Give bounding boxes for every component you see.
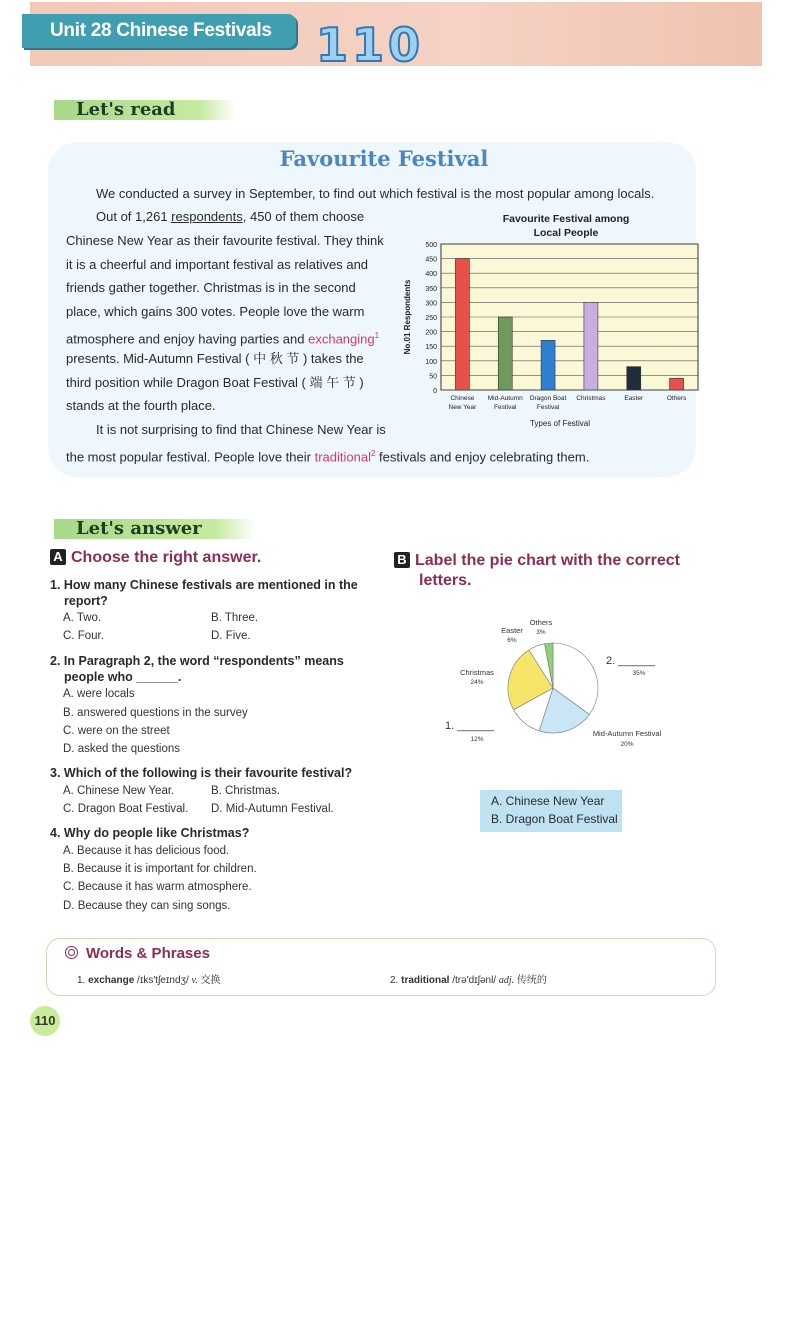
p3-text-a: the most popular festival. People love their — [66, 449, 315, 465]
x-tick-label: Chinese — [450, 395, 475, 402]
x-tick-label: Dragon Boat — [529, 395, 567, 402]
question-4: 4. Why do people like Christmas? — [50, 826, 250, 840]
q3-option-d[interactable]: D. Mid-Autumn Festival. — [211, 803, 334, 815]
chart-title-line-1: Favourite Festival among — [502, 213, 630, 225]
pie-label-blank-2: 2. ______ — [606, 655, 655, 667]
pie-pct-easter: 6% — [507, 637, 517, 644]
footnote-2: 2 — [370, 449, 376, 458]
paragraph-2-line-5: place, which gains 300 votes. People love the warm — [66, 304, 365, 319]
paragraph-2-line-7: presents. Mid-Autumn Festival ( 中 秋 节 ) takes the — [66, 351, 364, 366]
y-tick-label: 100 — [425, 358, 437, 366]
w1-pos: v. — [191, 975, 198, 986]
paragraph-2-line-9: stands at the fourth place. — [66, 398, 216, 413]
footer-page-number: 110 — [30, 1006, 60, 1036]
paragraph-2-line-8: third position while Dragon Boat Festival ( 端 午 节 ) — [66, 375, 364, 390]
paragraph-2-line-1 — [96, 205, 364, 229]
lets-answer-banner: Let's answer — [54, 519, 256, 539]
bar-dragon-boat-festival — [541, 340, 555, 390]
pie-label-christmas: Christmas — [460, 668, 494, 677]
bar-mid-autumn-festival — [498, 317, 512, 390]
p2-line6-text: atmosphere and enjoy having parties and — [66, 331, 309, 347]
q1-option-a[interactable]: A. Two. — [63, 612, 102, 624]
q2-option-d[interactable]: D. asked the questions — [63, 743, 180, 755]
question-1-text-2: report? — [64, 594, 108, 608]
pie-chart — [430, 612, 690, 760]
y-tick-label: 450 — [425, 256, 437, 264]
word-entry-2 — [390, 971, 547, 986]
y-tick-label: 350 — [425, 285, 437, 293]
y-tick-label: 150 — [425, 344, 437, 352]
question-2 — [50, 653, 380, 685]
x-axis-label: Types of Festival — [529, 419, 591, 428]
q4-option-c[interactable]: C. Because it has warm atmosphere. — [63, 881, 252, 893]
paragraph-3-line-1: It is not surprising to find that Chinese New Year is — [96, 422, 386, 437]
answer-options-box — [480, 790, 622, 832]
pie-pct-blank-2: 35% — [632, 670, 646, 677]
y-tick-label: 300 — [425, 300, 437, 308]
y-tick-label: 500 — [425, 242, 437, 249]
paragraph-2-line-4: friends gather together. Christmas is in the second — [66, 280, 356, 295]
bar-others — [670, 378, 684, 390]
unit-title: Unit 28 Chinese Festivals — [22, 14, 296, 48]
pie-label-blank-1: 1. ______ — [445, 720, 494, 732]
x-tick-label: New Year — [448, 404, 477, 411]
w1-num: 1. — [77, 975, 86, 986]
legend-item-b: B. Dragon Boat Festival — [491, 812, 618, 826]
words-phrases-box — [46, 938, 716, 996]
paragraph-3-line-2 — [66, 442, 589, 469]
q4-option-b[interactable]: B. Because it is important for children. — [63, 863, 257, 875]
words-phrases-heading — [65, 945, 210, 962]
pie-label-mid-autumn: Mid-Autumn Festival — [592, 729, 662, 738]
pie-pct-others: 3% — [536, 629, 546, 636]
double-circle-icon — [65, 946, 78, 959]
article-title: Favourite Festival — [279, 146, 489, 171]
x-tick-label: Mid-Autumn — [487, 395, 523, 402]
w2-word: traditional — [401, 975, 450, 986]
q2-option-c[interactable]: C. were on the street — [63, 725, 170, 737]
header-page-number: 110 — [316, 18, 425, 72]
pie-pct-blank-1: 12% — [470, 736, 484, 743]
pie-pct-christmas: 24% — [470, 679, 484, 686]
w2-pos: adj. — [498, 975, 515, 986]
question-2-text-2: people who ______. — [64, 670, 182, 684]
paragraph-2-line-2: Chinese New Year as their favourite festival. They think — [66, 233, 384, 248]
words-phrases-title: Words & Phrases — [86, 945, 210, 962]
section-b-title: Label the pie chart with the correct — [415, 552, 680, 569]
w2-meaning: 传统的 — [516, 975, 547, 986]
word-exchanging: exchanging — [308, 331, 375, 347]
x-tick-label: Others — [666, 395, 687, 402]
p2-text-a: Out of 1,261 — [96, 209, 172, 224]
q4-option-d[interactable]: D. Because they can sing songs. — [63, 900, 231, 912]
x-tick-label: Christmas — [576, 395, 606, 402]
x-tick-label: Festival — [494, 404, 517, 411]
word-traditional: traditional — [314, 449, 371, 465]
section-b-heading — [394, 551, 680, 591]
pie-label-others: Others — [529, 618, 553, 627]
p2-text-b: , 450 of them choose — [242, 209, 365, 224]
w1-meaning: 交换 — [200, 975, 221, 986]
x-tick-label: Festival — [536, 404, 560, 411]
legend-item-a: A. Chinese New Year — [491, 794, 605, 808]
y-tick-label: 250 — [425, 315, 437, 322]
footnote-1: 1 — [374, 331, 380, 340]
y-tick-label: 50 — [429, 373, 437, 381]
y-tick-label: 400 — [425, 271, 437, 279]
w2-pron: /trə'dɪʃənl/ — [452, 975, 497, 986]
w2-num: 2. — [390, 975, 399, 986]
section-a-heading — [50, 549, 261, 567]
y-tick-label: 0 — [433, 388, 437, 395]
question-3: 3. Which of the following is their favourite festival? — [50, 766, 353, 780]
bar-chinese-new-year — [455, 259, 469, 390]
chart-title-line-2: Local People — [533, 227, 599, 239]
w1-word: exchange — [88, 975, 135, 986]
q1-option-c[interactable]: C. Four. — [63, 630, 104, 642]
question-2-text: 2. In Paragraph 2, the word “respondents” means — [50, 654, 344, 668]
section-b-letter: B — [394, 552, 410, 568]
q2-option-b[interactable]: B. answered questions in the survey — [63, 707, 248, 719]
word-respondents: respondents — [171, 209, 243, 224]
word-entry-1 — [77, 971, 221, 986]
q3-option-a[interactable]: A. Chinese New Year. — [63, 785, 175, 797]
paragraph-2-line-3: it is a cheerful and important festival as relatives and — [66, 257, 369, 272]
bar-easter — [627, 367, 641, 390]
section-b-title-2: letters. — [419, 572, 472, 589]
pie-label-easter: Easter — [501, 626, 523, 635]
q1-option-d[interactable]: D. Five. — [211, 630, 251, 642]
q1-option-b[interactable]: B. Three. — [211, 612, 259, 624]
q4-option-a[interactable]: A. Because it has delicious food. — [63, 845, 230, 857]
question-1 — [50, 577, 380, 609]
lets-read-banner: Let's read — [54, 100, 236, 120]
w1-pron: /ɪks'tʃeɪndʒ/ — [137, 975, 189, 986]
bar-christmas — [584, 302, 598, 390]
section-a-title: Choose the right answer. — [71, 549, 262, 566]
y-axis-label: No.01 Respondents — [403, 279, 412, 355]
q3-option-c[interactable]: C. Dragon Boat Festival. — [63, 803, 189, 815]
bar-chart — [400, 208, 705, 433]
pie-pct-mid-autumn: 20% — [620, 741, 634, 748]
q3-option-b[interactable]: B. Christmas. — [211, 785, 281, 797]
p3-text-b: festivals and enjoy celebrating them. — [375, 449, 590, 465]
question-1-text: 1. How many Chinese festivals are mentioned in the — [50, 578, 358, 592]
section-a-letter: A — [50, 549, 66, 565]
q2-option-a[interactable]: A. were locals — [63, 688, 135, 700]
x-tick-label: Easter — [624, 395, 644, 402]
y-tick-label: 200 — [425, 329, 437, 337]
intro-paragraph: We conducted a survey in September, to find out which festival is the most popular among locals. — [96, 186, 655, 201]
